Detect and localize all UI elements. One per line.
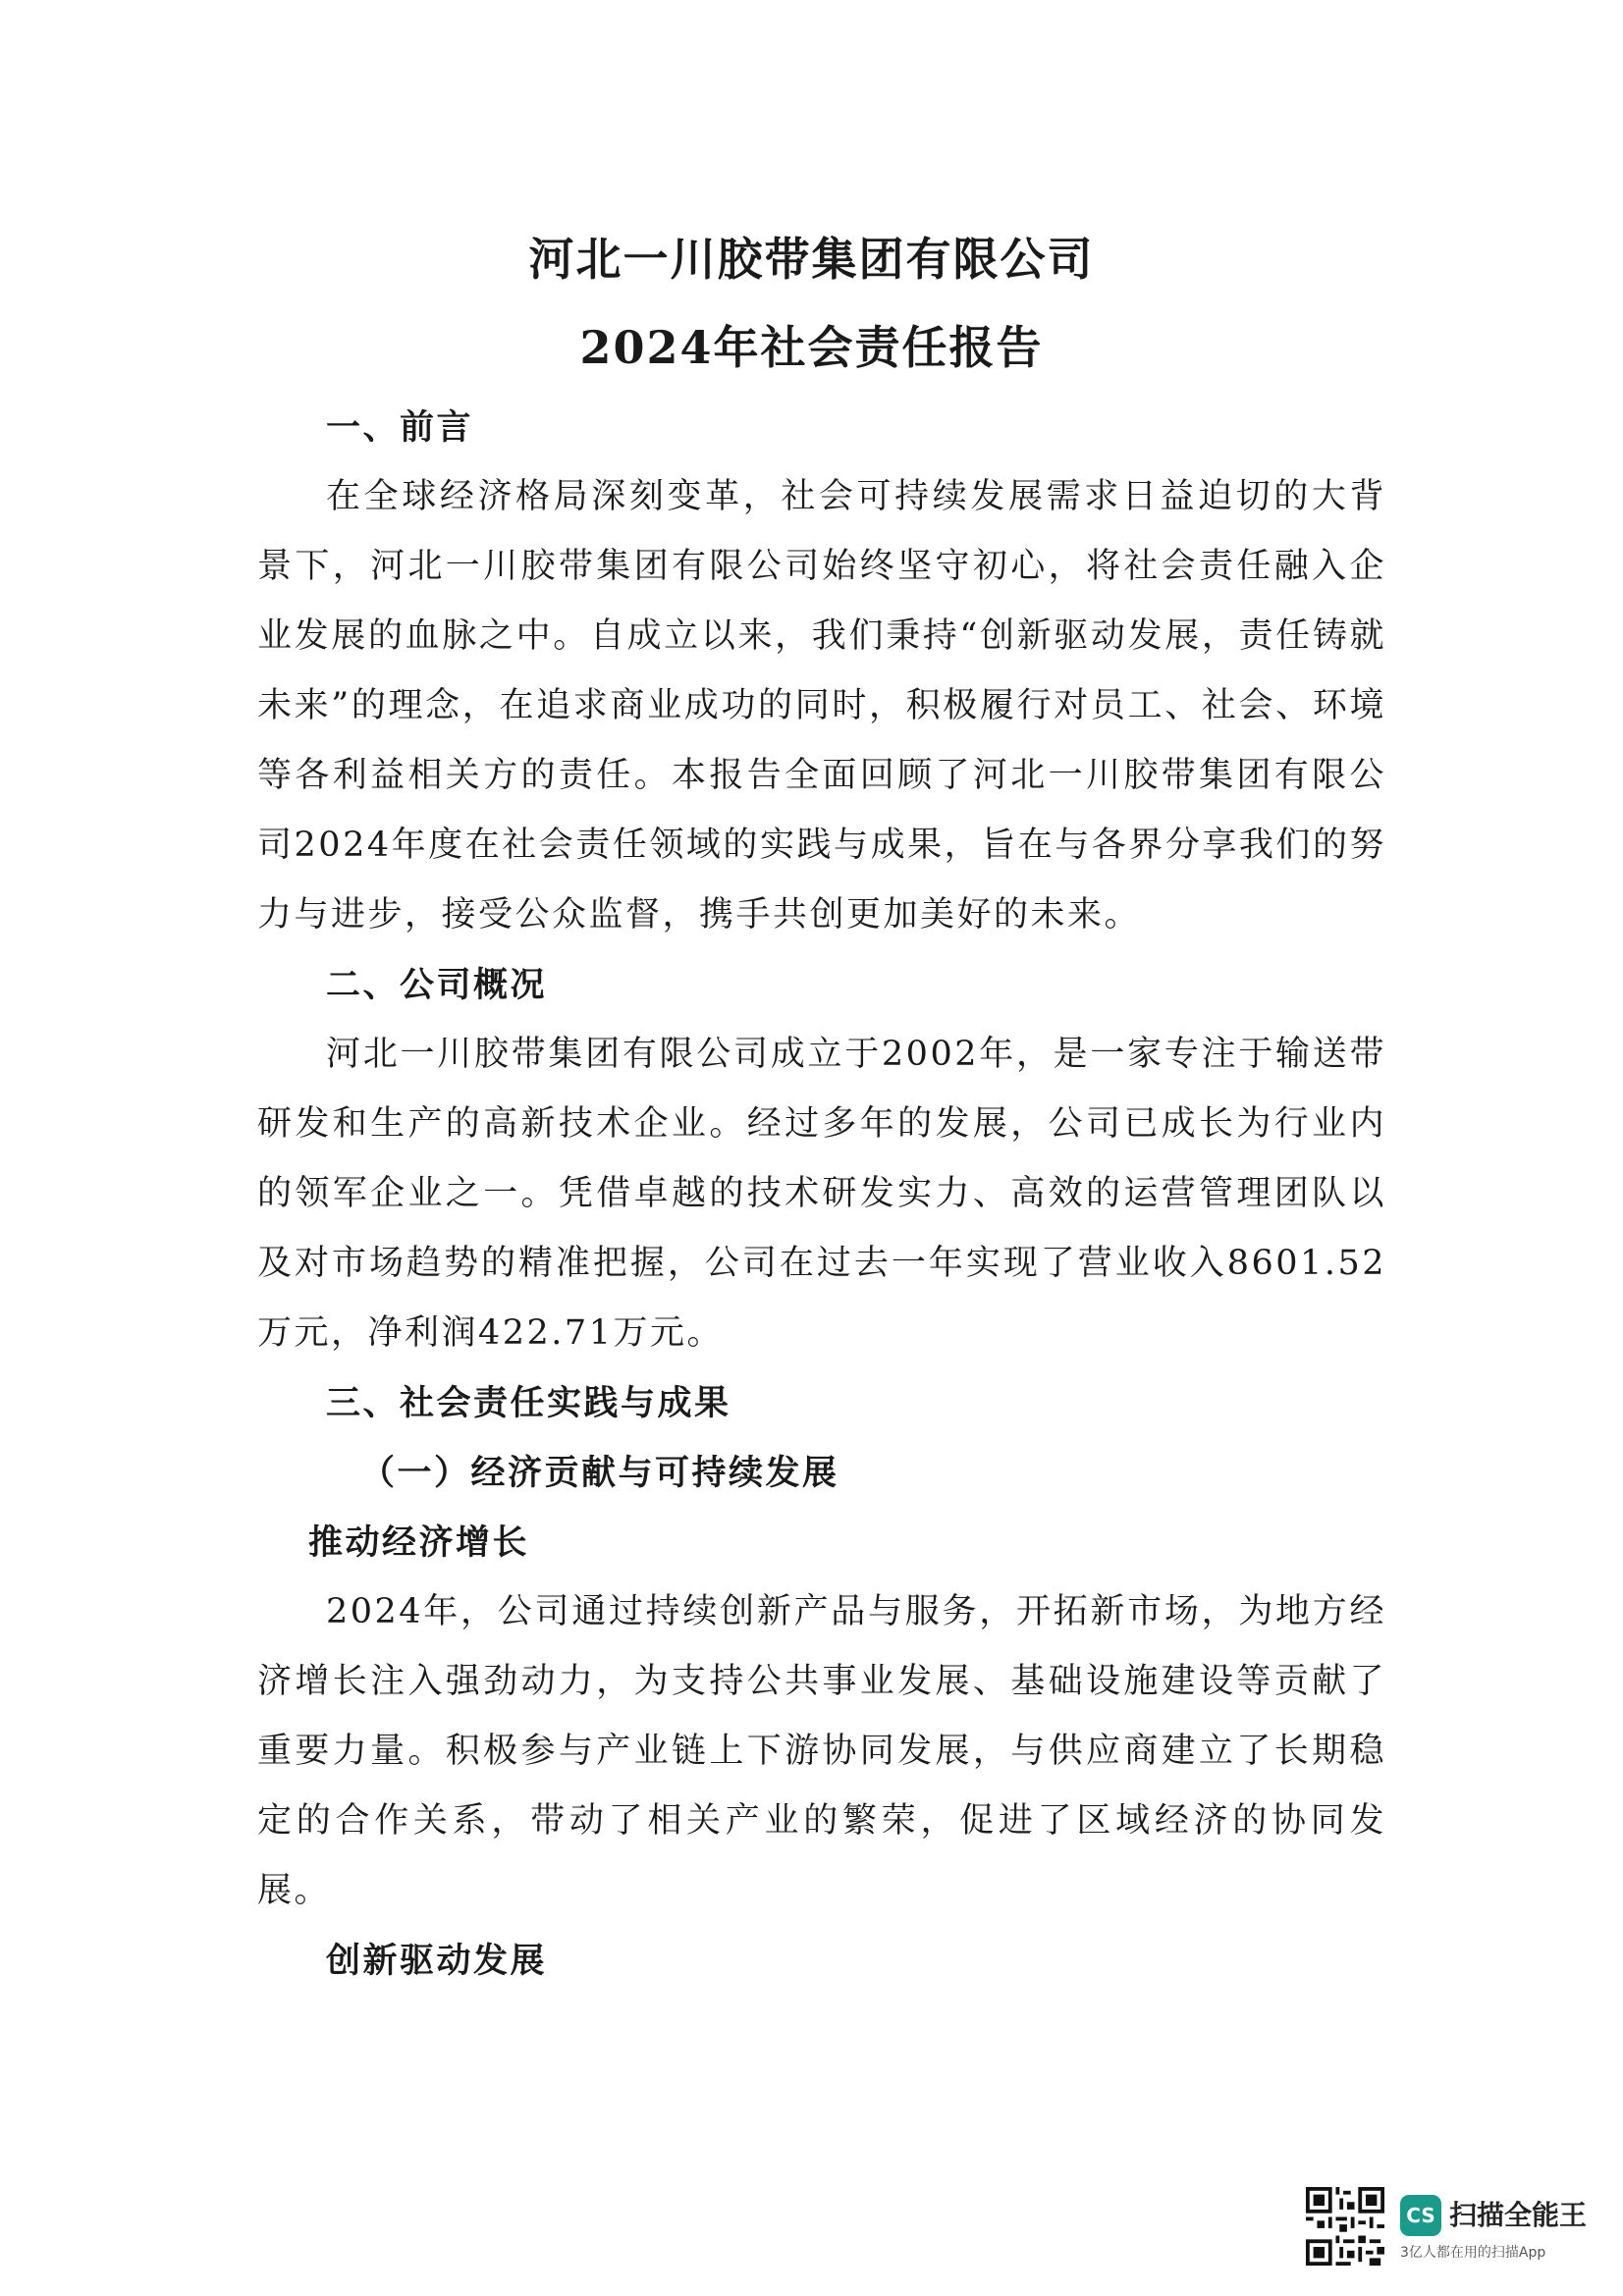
section-heading-preface: 一、前言 (326, 407, 474, 448)
document-body (257, 393, 1386, 1996)
document-title: 河北一川胶带集团有限公司 (528, 233, 1095, 286)
topic-heading-growth: 推动经济增长 (308, 1522, 530, 1563)
topic-heading-innovation: 创新驱动发展 (326, 1941, 548, 1981)
section-heading-company-overview: 二、公司概况 (326, 965, 548, 1005)
subsection-heading-economic: （一）经济贡献与可持续发展 (360, 1453, 839, 1493)
paragraph-growth: 2024年，公司通过持续创新产品与服务，开拓新市场，为地方经济增长注入强劲动力，为支持公共事业发展、基础设施建设等贡献了重要力量。积极参与产业链上下游协同发展，与供应商建立了长期稳定的合作关系，带动了相关产业的繁荣，促进了区域经济的协同发展。 (257, 1592, 1386, 1910)
qr-code-icon (1306, 2187, 1384, 2266)
section-heading-practice: 三、社会责任实践与成果 (326, 1383, 731, 1423)
scanner-tagline: 3亿人都在用的扫描App (1400, 2245, 1546, 2261)
paragraph-preface: 在全球经济格局深刻变革，社会可持续发展需求日益迫切的大背景下，河北一川胶带集团有限公司始终坚守初心，将社会责任融入企业发展的血脉之中。自成立以来，我们秉持“创新驱动发展，责任铸就未来”的理念，在追求商业成功的同时，积极履行对员工、社会、环境等各利益相关方的责任。本报告全面回顾了河北一川胶带集团有限公司2024年度在社会责任领域的实践与成果，旨在与各界分享我们的努力与进步，接受公众监督，携手共创更加美好的未来。 (257, 477, 1386, 934)
scanner-app-name: 扫描全能王 (1449, 2199, 1588, 2231)
document-subtitle: 2024年社会责任报告 (579, 321, 1044, 374)
paragraph-company-overview: 河北一川胶带集团有限公司成立于2002年，是一家专注于输送带研发和生产的高新技术企业。经过多年的发展，公司已成长为行业内的领军企业之一。凭借卓越的技术研发实力、高效的运营管理团队以及对市场趋势的精准把握，公司在过去一年实现了营业收入8601.52万元，净利润422.71万元。 (257, 1035, 1386, 1353)
scanner-logo: CS (1400, 2195, 1441, 2236)
scanner-watermark (1306, 2187, 1600, 2275)
